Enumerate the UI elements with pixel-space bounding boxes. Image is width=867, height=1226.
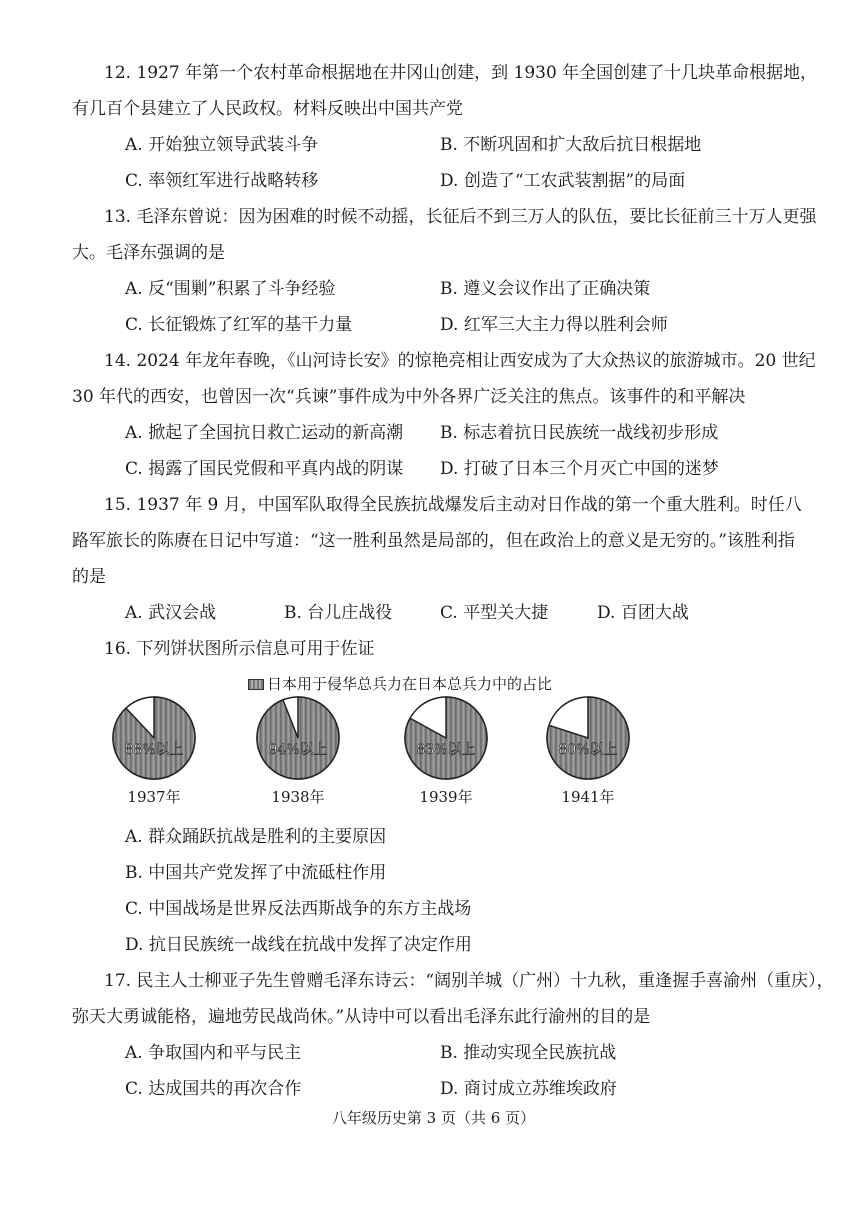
q16-option-a: A. 群众踊跃抗战是胜利的主要原因 [125, 827, 387, 847]
q17-option-a: A. 争取国内和平与民主 [125, 1043, 302, 1063]
q14-option-c: C. 揭露了国民党假和平真内战的阴谋 [125, 459, 404, 479]
pie-share-slice [113, 697, 195, 779]
q15-option-b: B. 台儿庄战役 [284, 603, 393, 623]
q15-stem-line1: 15. 1937 年 9 月，中国军队取得全民族抗战爆发后主动对日作战的第一个重大胜利。时任八 [104, 495, 802, 515]
q13-stem-line2: 大。毛泽东强调的是 [72, 243, 225, 263]
q13-option-a: A. 反“围剿”积累了斗争经验 [125, 279, 336, 299]
q12-stem-line2: 有几百个县建立了人民政权。材料反映出中国共产党 [72, 99, 463, 119]
q15-option-d: D. 百团大战 [597, 603, 689, 623]
q16-option-d: D. 抗日民族统一战线在抗战中发挥了决定作用 [125, 935, 472, 955]
pie-data-label: 83%以上 [416, 742, 476, 758]
q12-stem-line1: 12. 1927 年第一个农村革命根据地在井冈山创建，到 1930 年全国创建了十几块革命根据地， [104, 63, 818, 83]
q15-option-c: C. 平型关大捷 [440, 603, 549, 623]
q13-option-c: C. 长征锻炼了红军的基干力量 [125, 315, 353, 335]
legend-swatch-icon [248, 679, 264, 690]
q12-option-d: D. 创造了“工农武装割据”的局面 [440, 171, 686, 191]
pie-category-label: 1937年 [127, 788, 181, 806]
q17-option-b: B. 推动实现全民族抗战 [440, 1043, 617, 1063]
q16-option-c: C. 中国战场是世界反法西斯战争的东方主战场 [125, 899, 472, 919]
q12-option-b: B. 不断巩固和扩大敌后抗日根据地 [440, 135, 702, 155]
pie-data-label: 94%以上 [268, 742, 328, 758]
pie-data-label: 88%以上 [124, 742, 184, 758]
q14-option-d: D. 打破了日本三个月灭亡中国的迷梦 [440, 459, 719, 479]
q16-stem-line1: 16. 下列饼状图所示信息可用于佐证 [104, 639, 375, 659]
chart-title [248, 674, 552, 694]
q17-option-c: C. 达成国共的再次合作 [125, 1079, 302, 1099]
pie-category-label: 1938年 [271, 788, 325, 806]
q15-stem-line2: 路军旅长的陈赓在日记中写道：“这一胜利虽然是局部的，但在政治上的意义是无穷的。”该胜利指 [72, 531, 795, 551]
q15-option-a: A. 武汉会战 [125, 603, 217, 623]
q13-option-d: D. 红军三大主力得以胜利会师 [440, 315, 668, 335]
q17-stem-line2: 弥天大勇诚能格，遍地劳民战尚休。”从诗中可以看出毛泽东此行渝州的目的是 [72, 1007, 651, 1027]
q16-option-b: B. 中国共产党发挥了中流砥柱作用 [125, 863, 387, 883]
q13-stem-line1: 13. 毛泽东曾说：因为困难的时候不动摇，长征后不到三万人的队伍，要比长征前三十万人更强 [104, 207, 817, 227]
page-footer: 八年级历史第 3 页（共 6 页） [331, 1109, 536, 1127]
chart-title-text: 日本用于侵华总兵力在日本总兵力中的占比 [267, 675, 553, 693]
q14-option-a: A. 掀起了全国抗日救亡运动的新高潮 [125, 423, 404, 443]
q17-option-d: D. 商讨成立苏维埃政府 [440, 1079, 617, 1099]
q15-stem-line3: 的是 [72, 567, 106, 587]
pie-data-label: 80%以上 [558, 742, 618, 758]
pie-charts [100, 692, 660, 812]
q14-option-b: B. 标志着抗日民族统一战线初步形成 [440, 423, 719, 443]
q14-stem-line2: 30 年代的西安，也曾因一次“兵谏”事件成为中外各界广泛关注的焦点。该事件的和平解决 [72, 387, 746, 407]
pie-category-label: 1939年 [419, 788, 473, 806]
q13-option-b: B. 遵义会议作出了正确决策 [440, 279, 651, 299]
q12-option-c: C. 率领红军进行战略转移 [125, 171, 319, 191]
q14-stem-line1: 14. 2024 年龙年春晚，《山河诗长安》的惊艳亮相让西安成为了大众热议的旅游城市。20 世纪 [104, 351, 816, 371]
q12-option-a: A. 开始独立领导武装斗争 [125, 135, 319, 155]
pie-share-slice [257, 697, 339, 779]
pie-category-label: 1941年 [561, 788, 615, 806]
q17-stem-line1: 17. 民主人士柳亚子先生曾赠毛泽东诗云：“阔别羊城（广州）十九秋，重逢握手喜渝州（重庆）， [104, 971, 834, 991]
